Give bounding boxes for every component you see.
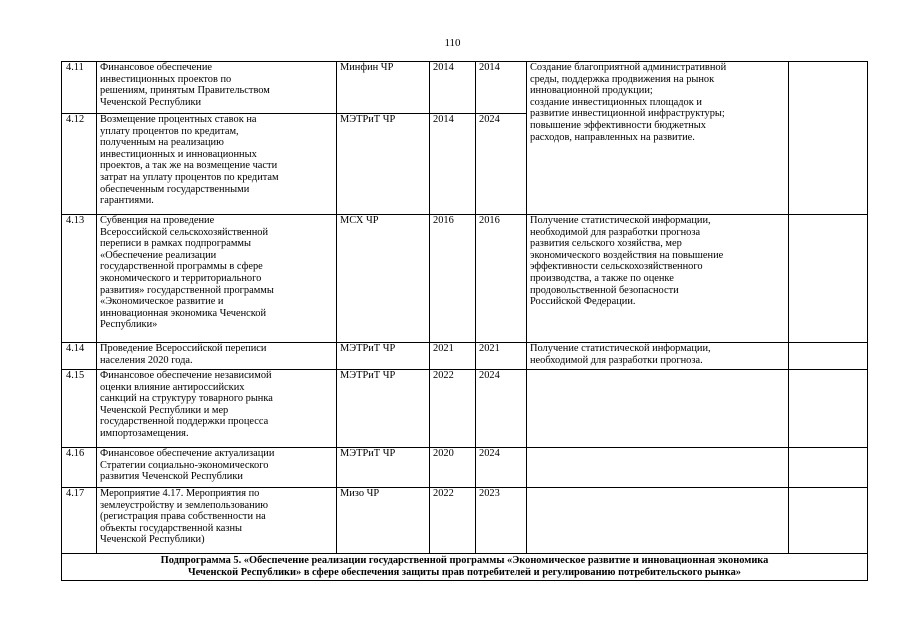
start-year: 2021 (430, 343, 476, 370)
table-row (62, 448, 868, 488)
start-year: 2014 (430, 114, 476, 215)
start-year: 2016 (430, 215, 476, 343)
start-year: 2022 (430, 488, 476, 554)
table-row (62, 62, 868, 114)
row-number: 4.15 (62, 370, 97, 448)
executor: МСХ ЧР (337, 215, 430, 343)
notes-cell (789, 62, 868, 215)
row-number: 4.13 (62, 215, 97, 343)
row-number: 4.12 (62, 114, 97, 215)
activity-name: Субвенция на проведение Всероссийской сельскохозяйственной переписи в рамках подпрограммы «Обеспечение реализации государственной программы в сфере экономического и территориального развития» государственной программы «Экономическое развитие и инновационная экономика Чеченской Республики» (97, 215, 337, 343)
notes-cell (789, 215, 868, 343)
end-year: 2024 (476, 370, 527, 448)
table-row (62, 215, 868, 343)
expected-result (527, 488, 789, 554)
executor: МЭТРиТ ЧР (337, 448, 430, 488)
end-year: 2014 (476, 62, 527, 114)
expected-result: Получение статистической информации, необходимой для разработки прогноза. (527, 343, 789, 370)
executor: МЭТРиТ ЧР (337, 114, 430, 215)
subprogram-heading: Подпрограмма 5. «Обеспечение реализации государственной программы «Экономическое развитие и инновационная экономика Чеченской Республики» в сфере обеспечения защиты прав потребителей и регулированию потребительского рынка» (62, 554, 868, 581)
subprogram-row (62, 554, 868, 581)
start-year: 2014 (430, 62, 476, 114)
notes-cell (789, 448, 868, 488)
activity-name: Финансовое обеспечение актуализации Стратегии социально-экономического развития Чеченской Республики (97, 448, 337, 488)
start-year: 2022 (430, 370, 476, 448)
executor: Минфин ЧР (337, 62, 430, 114)
start-year: 2020 (430, 448, 476, 488)
row-number: 4.16 (62, 448, 97, 488)
end-year: 2016 (476, 215, 527, 343)
activity-name: Финансовое обеспечение инвестиционных проектов по решениям, принятым Правительством Чеченской Республики (97, 62, 337, 114)
end-year: 2024 (476, 448, 527, 488)
expected-result (527, 448, 789, 488)
activities-table (61, 61, 868, 581)
end-year: 2023 (476, 488, 527, 554)
executor: МЭТРиТ ЧР (337, 343, 430, 370)
notes-cell (789, 343, 868, 370)
end-year: 2024 (476, 114, 527, 215)
table-row (62, 488, 868, 554)
executor: МЭТРиТ ЧР (337, 370, 430, 448)
activity-name: Мероприятие 4.17. Мероприятия по землеустройству и землепользованию (регистрация права собственности на объекты государственной казны Чеченской Республики) (97, 488, 337, 554)
end-year: 2021 (476, 343, 527, 370)
expected-result: Создание благоприятной административной среды, поддержка продвижения на рынок инновационной продукции; создание инвестиционных площадок и развитие инвестиционной инфраструктуры; повышение эффективности бюджетных расходов, направленных на развитие. (527, 62, 789, 215)
executor: Мизо ЧР (337, 488, 430, 554)
row-number: 4.14 (62, 343, 97, 370)
row-number: 4.11 (62, 62, 97, 114)
notes-cell (789, 370, 868, 448)
expected-result (527, 370, 789, 448)
activity-name: Проведение Всероссийской переписи населения 2020 года. (97, 343, 337, 370)
table-row (62, 370, 868, 448)
page-number: 110 (444, 37, 461, 49)
notes-cell (789, 488, 868, 554)
row-number: 4.17 (62, 488, 97, 554)
activity-name: Возмещение процентных ставок на уплату процентов по кредитам, полученным на реализацию инвестиционных и инновационных проектов, а так же на возмещение части затрат на уплату процентов по кредитам обеспеченным государственными гарантиями. (97, 114, 337, 215)
activity-name: Финансовое обеспечение независимой оценки влияние антироссийских санкций на структуру товарного рынка Чеченской Республики и мер государственной поддержки процесса импортозамещения. (97, 370, 337, 448)
expected-result: Получение статистической информации, необходимой для разработки прогноза развития сельского хозяйства, мер экономического воздействия на повышение эффективности сельскохозяйственного производства, а также по оценке продовольственной безопасности Российской Федерации. (527, 215, 789, 343)
table-row (62, 343, 868, 370)
